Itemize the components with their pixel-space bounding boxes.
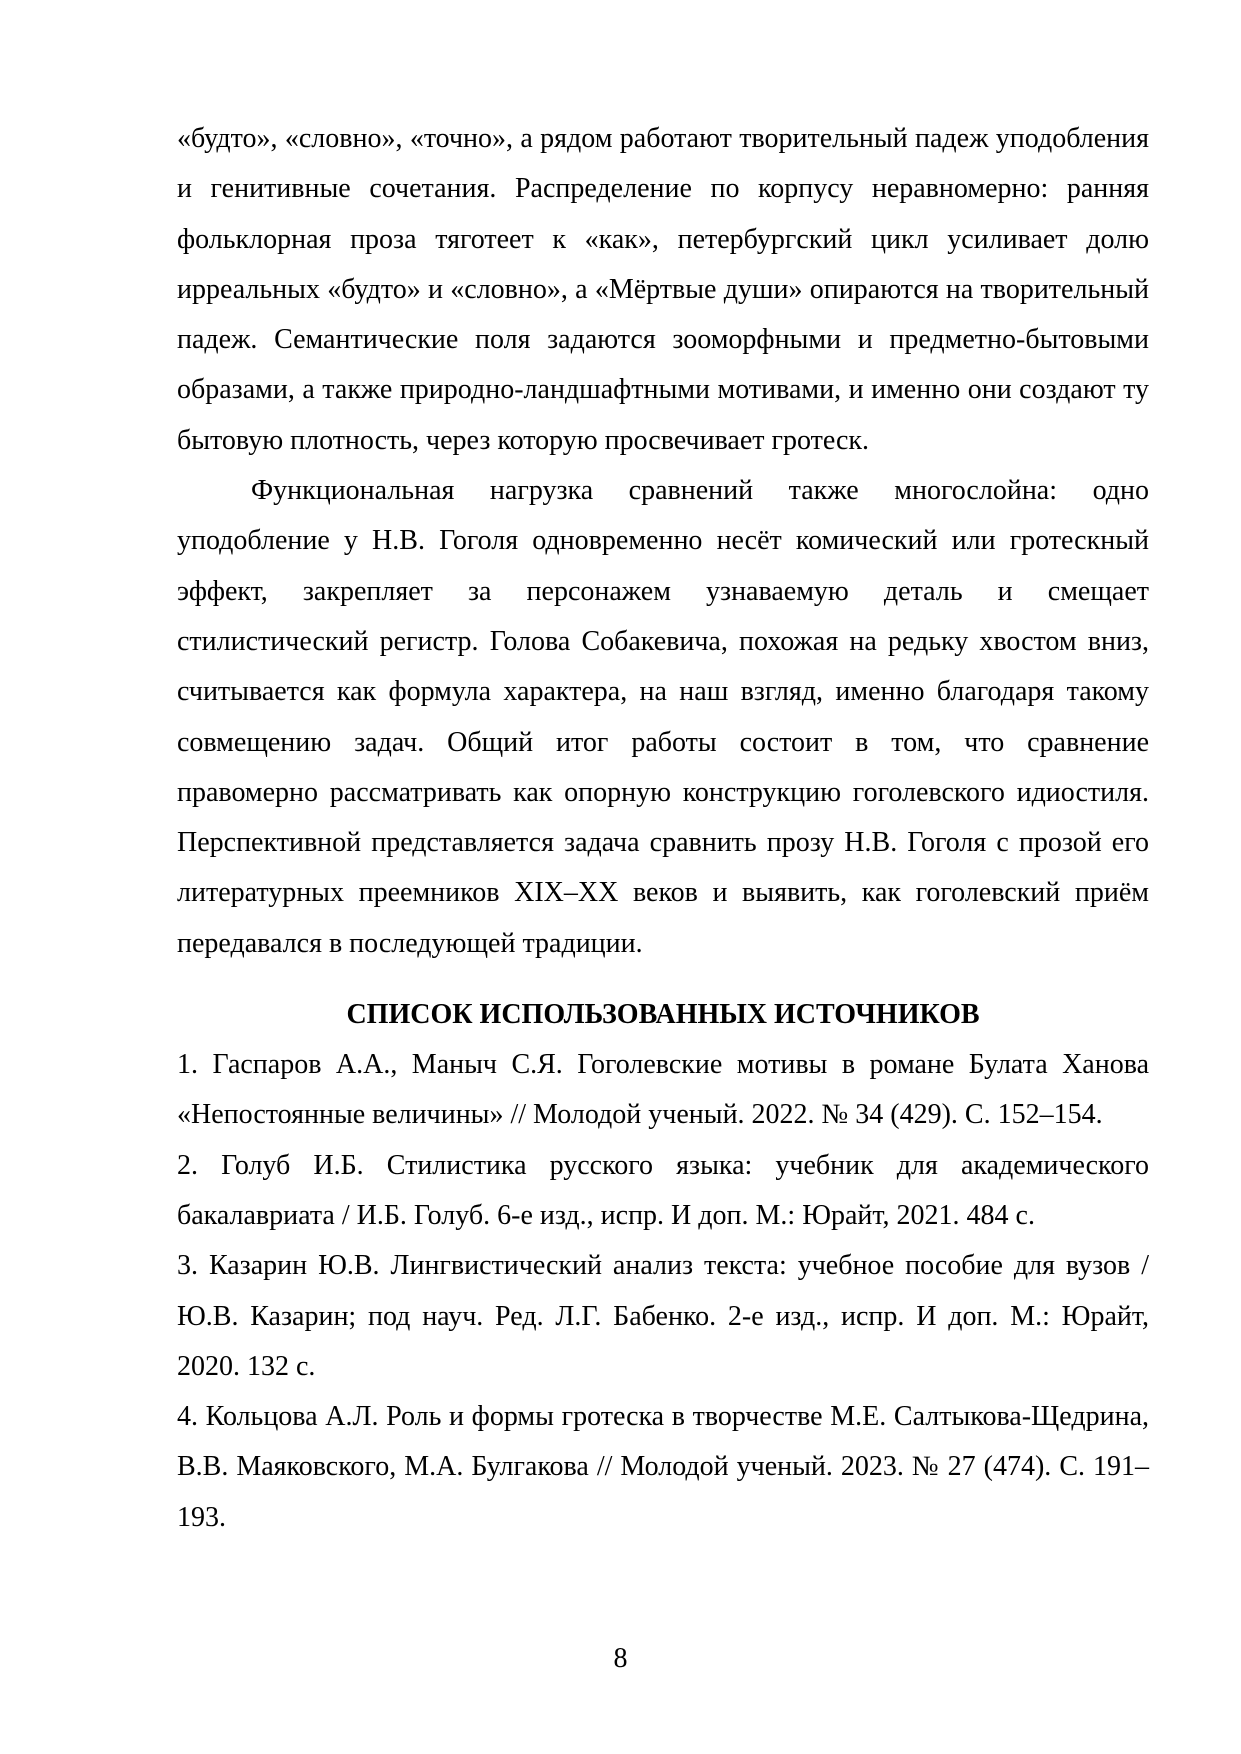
references-heading: СПИСОК ИСПОЛЬЗОВАННЫХ ИСТОЧНИКОВ bbox=[346, 999, 980, 1031]
body-paragraph: Функциональная нагрузка сравнений также многослойна: одно уподобление у Н.В. Гоголя одновременно несёт комический или гротескный эффект, закрепляет за персонажем узнаваемую деталь и смещает стилистический регистр. Голова Собакевича, похожая на редьку хвостом вниз, считывается как формула характера, на наш взгляд, именно благодаря такому совмещению задач. Общий итог работы состоит в том, что сравнение правомерно рассматривать как опорную конструкцию гоголевского идиостиля. Перспективной представляется задача сравнить прозу Н.В. Гоголя с прозой его литературных преемников XIX–XX веков и выявить, как гоголевский приём передавался в последующей традиции. bbox=[177, 475, 1149, 959]
body-paragraph: «будто», «словно», «точно», а рядом работают творительный падеж уподобления и генитивные сочетания. Распределение по корпусу неравномерно: ранняя фольклорная проза тяготеет к «как», петербургский цикл усиливает долю ирреальных «будто» и «словно», а «Мёртвые души» опираются на творительный падеж. Семантические поля задаются зооморфными и предметно-бытовыми образами, а также природно-ландшафтными мотивами, и именно они создают ту бытовую плотность, через которую просвечивает гротеск. bbox=[177, 123, 1149, 456]
reference-item: 4. Кольцова А.Л. Роль и формы гротеска в творчестве М.Е. Салтыкова-Щедрина, В.В. Маяковского, М.А. Булгакова // Молодой ученый. 2023. № 27 (474). С. 191–193. bbox=[177, 1401, 1149, 1533]
reference-item: 2. Голуб И.Б. Стилистика русского языка: учебник для академического бакалавриата / И.Б. Голуб. 6-е изд., испр. И доп. М.: Юрайт, 2021. 484 с. bbox=[177, 1149, 1149, 1231]
page-number: 8 bbox=[613, 1643, 628, 1674]
reference-item: 1. Гаспаров А.А., Маныч С.Я. Гоголевские мотивы в романе Булата Ханова «Непостоянные величины» // Молодой ученый. 2022. № 34 (429). С. 152–154. bbox=[177, 1049, 1149, 1131]
reference-item: 3. Казарин Ю.В. Лингвистический анализ текста: учебное пособие для вузов / Ю.В. Казарин; под науч. Ред. Л.Г. Бабенко. 2-е изд., испр. И доп. М.: Юрайт, 2020. 132 с. bbox=[177, 1250, 1149, 1382]
page-content bbox=[177, 114, 1149, 1543]
references-list bbox=[177, 1040, 1149, 1543]
